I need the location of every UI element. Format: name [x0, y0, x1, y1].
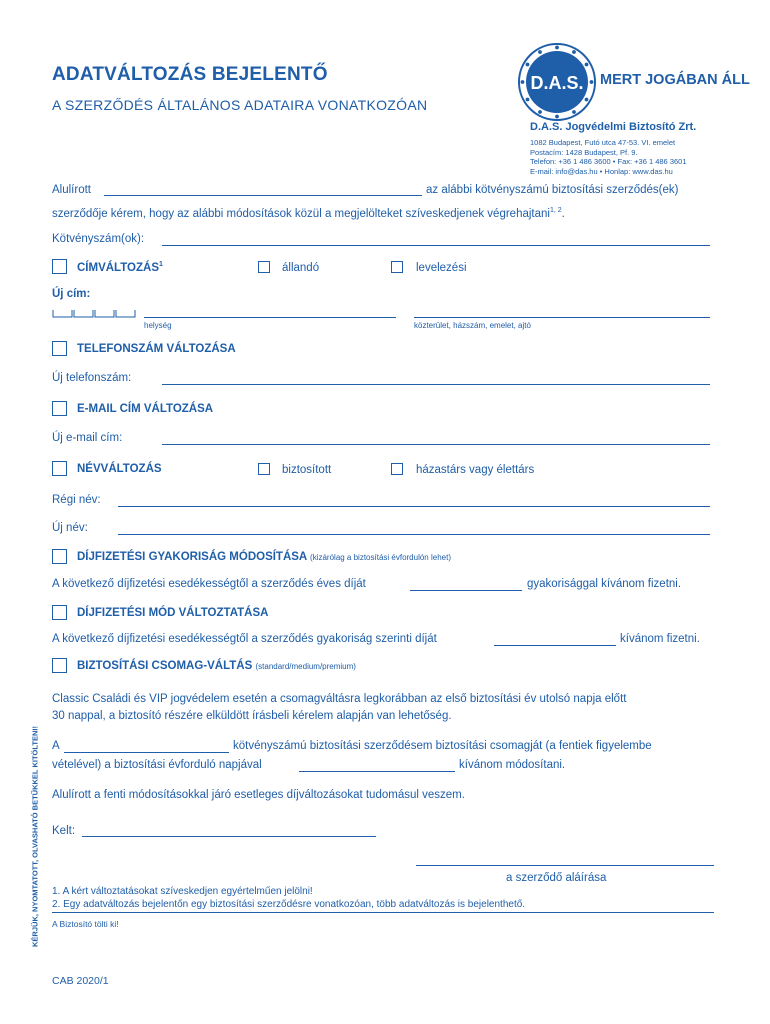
new-phone-label: Új telefonszám: [52, 372, 132, 384]
mailing-label: levelezési [416, 262, 467, 274]
mailing-checkbox[interactable] [391, 261, 403, 273]
city-caption: helység [144, 321, 172, 330]
signature-line[interactable] [416, 865, 714, 866]
date-input-line[interactable] [82, 836, 376, 837]
package-policy-line[interactable] [64, 752, 229, 753]
address-line: E-mail: info@das.hu • Honlap: www.das.hu [530, 166, 673, 176]
company-address [530, 138, 687, 176]
new-name-line[interactable] [118, 534, 710, 535]
address-line: Telefon: +36 1 486 3600 • Fax: +36 1 486 3601 [530, 157, 687, 166]
package-para1-line2: 30 nappal, a biztosító részére elküldött írásbeli kérelem alapján van lehetőség. [52, 710, 452, 722]
new-email-line[interactable] [162, 444, 710, 445]
package-change-title [77, 660, 356, 672]
city-input-line[interactable] [144, 317, 396, 318]
frequency-change-title [77, 551, 451, 563]
form-subtitle: A SZERZŐDÉS ÁLTALÁNOS ADATAIRA VONATKOZÓAN [52, 97, 428, 113]
address-change-checkbox[interactable] [52, 259, 67, 274]
frequency-change-title-text: DÍJFIZETÉSI GYAKORISÁG MÓDOSÍTÁSA [77, 551, 307, 563]
date-label: Kelt: [52, 825, 76, 837]
frequency-change-note: (kizárólag a biztosítási évfordulón lehet) [310, 553, 451, 562]
address-change-title [77, 261, 163, 274]
package-para2-end: kötvényszámú biztosítási szerződésem biztosítási csomagját (a fentiek figyelembe [233, 740, 652, 752]
policy-number-line[interactable] [162, 245, 710, 246]
phone-change-checkbox[interactable] [52, 341, 67, 356]
old-name-label: Régi név: [52, 494, 101, 506]
package-para2-start: A [52, 740, 60, 752]
footnote-1: 1. A kért változtatásokat szíveskedjen egyértelműen jelölni! [52, 886, 313, 897]
intro-line-2: szerződője kérem, hogy az alábbi módosítások közül a megjelölteket szíveskedjenek végrehajtani$^{1, 2}$. [52, 207, 565, 220]
insurer-fill-note: A Biztosító tölti ki! [52, 919, 119, 929]
package-name-line[interactable] [299, 771, 455, 772]
footnote-ref: 1, 2 [549, 207, 562, 214]
frequency-text-start: A következő díjfizetési esedékességtől a szerződés éves díját [52, 578, 366, 590]
frequency-text-end: gyakorisággal kívánom fizetni. [527, 578, 682, 590]
zip-code-boxes[interactable] [52, 309, 138, 319]
method-input-line[interactable] [494, 645, 616, 646]
das-logo [517, 42, 597, 122]
new-email-label: Új e-mail cím: [52, 432, 123, 444]
name-input-line[interactable] [104, 195, 422, 196]
spouse-label: házastárs vagy élettárs [416, 464, 535, 476]
intro-text-end: az alábbi kötvényszámú biztosítási szerződés(ek) [426, 184, 679, 196]
company-name: D.A.S. Jogvédelmi Biztosító Zrt. [530, 121, 697, 133]
address-line: 1082 Budapest, Futó utca 47-53. VI. emelet [530, 138, 676, 147]
acknowledge-text: Alulírott a fenti módosításokkal járó esetleges díjváltozásokat tudomásul veszem. [52, 789, 465, 801]
new-address-label: Új cím: [52, 288, 91, 300]
logo-text: D.A.S. [530, 73, 584, 93]
signature-label: a szerződő aláírása [506, 872, 607, 884]
footnote-2: 2. Egy adatváltozás bejelentőn egy biztosítási szerződésre vonatkozóan, több adatváltozás is bejelenthető. [52, 899, 526, 910]
phone-change-title: TELEFONSZÁM VÁLTOZÁSA [77, 343, 236, 355]
frequency-change-checkbox[interactable] [52, 549, 67, 564]
insured-checkbox[interactable] [258, 463, 270, 475]
name-change-title: NÉVVÁLTOZÁS [77, 463, 162, 475]
spouse-checkbox[interactable] [391, 463, 403, 475]
name-change-checkbox[interactable] [52, 461, 67, 476]
insured-label: biztosított [282, 464, 332, 476]
method-change-title: DÍJFIZETÉSI MÓD VÁLTOZTATÁSA [77, 607, 269, 619]
package-para2-line2-start: vételével) a biztosítási évforduló napjával [52, 759, 262, 771]
package-para2-line2-end: kívánom módosítani. [459, 759, 566, 771]
frequency-input-line[interactable] [410, 590, 522, 591]
footnote-divider [52, 912, 714, 913]
package-para1-line1: Classic Családi és VIP jogvédelem esetén a csomagváltásra legkorábban az első biztosítási év utolsó napja előtt [52, 693, 627, 705]
footnote-ref: 1 [159, 261, 163, 268]
old-name-line[interactable] [118, 506, 710, 507]
side-instruction: KÉRJÜK, NYOMTATOTT, OLVASHATÓ BETŰKKEL KITÖLTENI! [30, 726, 40, 947]
email-change-checkbox[interactable] [52, 401, 67, 416]
intro-label: Alulírott [52, 184, 91, 196]
permanent-checkbox[interactable] [258, 261, 270, 273]
permanent-label: állandó [282, 262, 320, 274]
form-title: ADATVÁLTOZÁS BEJELENTŐ [52, 64, 328, 85]
package-change-title-text: BIZTOSÍTÁSI CSOMAG-VÁLTÁS [77, 660, 253, 672]
address-line: Postacím: 1428 Budapest, Pf. 9. [530, 147, 638, 157]
method-text-end: kívánom fizetni. [620, 633, 700, 645]
package-change-note: (standard/medium/premium) [255, 662, 356, 671]
policy-label: Kötvényszám(ok): [52, 233, 145, 245]
street-input-line[interactable] [414, 317, 710, 318]
slogan: MERT JOGÁBAN ÁLL [600, 72, 750, 88]
intro-line-2-text: szerződője kérem, hogy az alábbi módosítások közül a megjelölteket szíveskedjenek végrehajtani [52, 207, 550, 220]
new-phone-line[interactable] [162, 384, 710, 385]
new-name-label: Új név: [52, 522, 88, 534]
package-change-checkbox[interactable] [52, 658, 67, 673]
address-change-title-text: CÍMVÁLTOZÁS [77, 261, 159, 274]
method-change-checkbox[interactable] [52, 605, 67, 620]
email-change-title: E-MAIL CÍM VÁLTOZÁSA [77, 403, 214, 415]
method-text-start: A következő díjfizetési esedékességtől a szerződés gyakoriság szerinti díját [52, 633, 437, 645]
form-code: CAB 2020/1 [52, 975, 109, 987]
street-caption: közterület, házszám, emelet, ajtó [414, 321, 531, 330]
